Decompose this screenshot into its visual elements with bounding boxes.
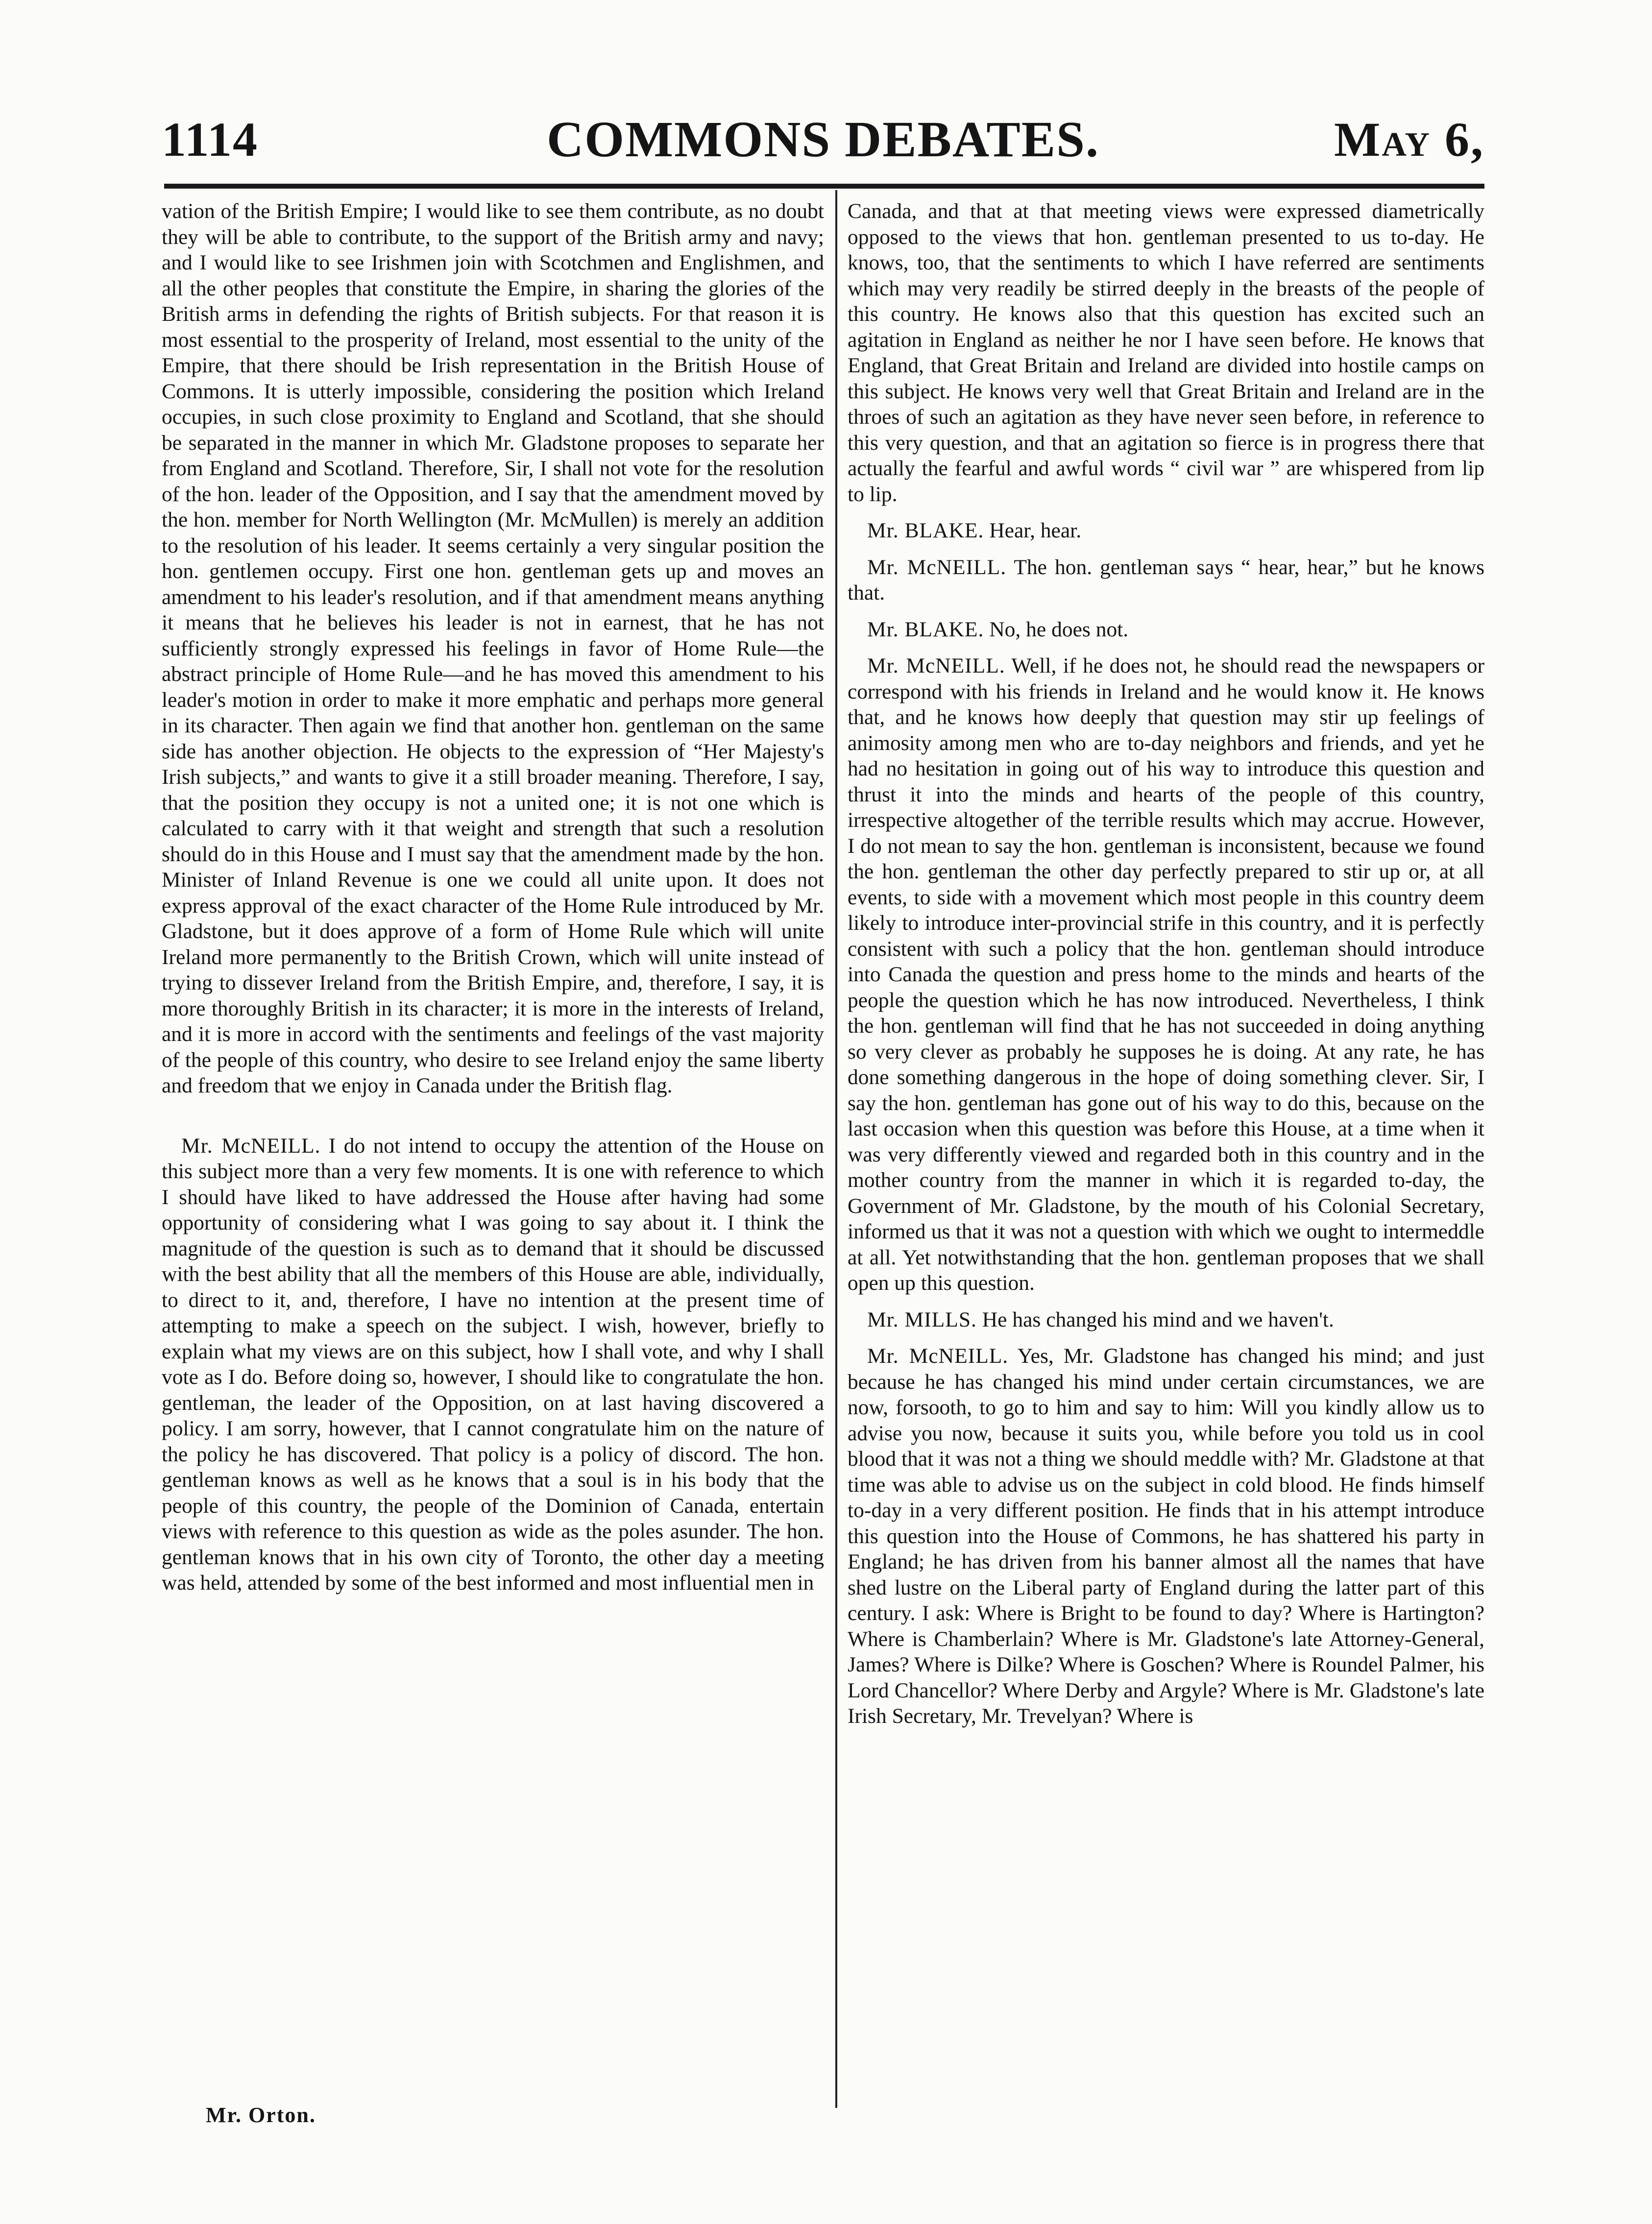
paragraph-text: Yes, Mr. Gladstone has changed his mind; and just because he has changed his mind under certain circumstances, we are now, forsooth, to go to him and say to him: Will you kindly allow us to advise you now, because it suits you, while before you told us in cool blood that it was not a thing we should meddle with? Mr. Gladstone at that time was able to advise us on the subject in cold blood. He finds himself to-day in a very different position. He finds that in his attempt introduce this question into the House of Commons, he has shattered his party in England; he has driven from his banner almost all the names that have shed lustre on the Liberal party of England during the latter part of this century. I ask: Where is Bright to be found to day? Where is Hartington? Where is Chamberlain? Where is Mr. Gladstone's late Attorney-General, James? Where is Dilke? Where is Goschen? Where is Roundel Palmer, his Lord Chancellor? Where Derby and Argyle? Where is Mr. Gladstone's late Irish Secretary, Mr. Trevelyan? Where is <box>848 1344 1484 1728</box>
paragraph <box>848 1343 1484 1729</box>
paragraph-text: Canada, and that at that meeting views were expressed diametrically opposed to the views that hon. gentleman presented to us to-day. He knows, too, that the sentiments to which I have referred are sentiments which may very readily be stirred deeply in the breasts of the people of this country. He knows also that this question has excited such an agitation in England as neither he nor I have seen before. He knows that England, that Great Britain and Ireland are divided into hostile camps on this subject. He knows very well that Great Britain and Ireland are in the throes of such an agitation as they have never seen before, in reference to this very question, and that an agitation so fierce is in progress there that actually the fearful and awful words “ civil war ” are whispered from lip to lip. <box>848 199 1484 506</box>
paragraph-text: I do not intend to occupy the attention of the House on this subject more than a very few moments. It is one with reference to which I should have liked to have addressed the House after having had some opportunity of considering what I was going to say about it. I think the magnitude of the question is such as to demand that it should be discussed with the best ability that all the members of this House are able, individually, to direct to it, and, therefore, I have no intention at the present time of attempting to make a speech on the subject. I wish, however, briefly to explain what my views are on this subject, how I shall vote, and why I shall vote as I do. Before doing so, however, I should like to congratulate the hon. gentleman, the leader of the Opposition, on at last having discovered a policy. I am sorry, however, that I cannot congratulate him on the nature of the policy he has discovered. That policy is a policy of discord. The hon. gentleman knows as well as he knows that a soul is in his body that the people of this country, the people of the Dominion of Canada, entertain views with reference to this question as wide as the poles asunder. The hon. gentleman knows that in his own city of Toronto, the other day a meeting was held, attended by some of the best informed and most influential men in <box>162 1134 824 1595</box>
paragraph-text: Hear, hear. <box>989 519 1082 542</box>
paragraph <box>848 198 1484 507</box>
paragraph-text: vation of the British Empire; I would like to see them contribute, as no doubt they will be able to contribute, to the support of the British army and navy; and I would like to see Irishmen join with Scotchmen and Englishmen, and all the other peoples that constitute the Empire, in sharing the glories of the British arms in defending the rights of British subjects. For that reason it is most essential to the prosperity of Ireland, most essential to the unity of the Empire, that there should be Irish representation in the British House of Commons. It is utterly impossible, considering the position which Ireland occupies, in such close proximity to England and Scotland, that she should be separated in the manner in which Mr. Gladstone proposes to separate her from England and Scotland. Therefore, Sir, I shall not vote for the resolution of the hon. leader of the Opposition, and I say that the amendment moved by the hon. member for North Wellington (Mr. McMullen) is merely an addition to the resolution of his leader. It seems certainly a very singular position the hon. gentlemen occupy. First one hon. gentleman gets up and moves an amendment to his leader's resolution, and if that amendment means anything it means that he believes his leader is not in earnest, that he has not sufficiently strongly expressed his feelings in favor of Home Rule—the abstract principle of Home Rule—and he has moved this amendment to his leader's motion in order to make it more emphatic and perhaps more general in its character. Then again we find that another hon. gentleman on the same side has another objection. He objects to the expression of “Her Majesty's Irish subjects,” and wants to give it a still broader meaning. Therefore, I say, that the position they occupy is not a united one; it is not one which is calculated to carry with it that weight and strength that such a resolution should do in this House and I must say that the amendment made by the hon. Minister of Inland Revenue is one we could all unite upon. It does not express approval of the exact character of the Home Rule introduced by Mr. Gladstone, but it does approve of a form of Home Rule which will unite Ireland more permanently to the British Crown, which will unite instead of trying to dissever Ireland from the British Empire, and, therefore, I say, it is more thoroughly British in its character; it is more in the interests of Ireland, and it is more in accord with the sentiments and feelings of the vast majority of the people of this country, who desire to see Ireland enjoy the same liberty and freedom that we enjoy in Canada under the British flag. <box>162 199 824 1097</box>
speaker-name: Mr. McNEILL. <box>867 1344 1009 1368</box>
page-header <box>162 110 1484 169</box>
page-number: 1114 <box>162 112 258 167</box>
paragraph <box>848 555 1484 606</box>
paragraph <box>848 1307 1484 1333</box>
speaker-name: Mr. BLAKE. <box>867 519 984 542</box>
speaker-name: Mr. MILLS. <box>867 1307 977 1331</box>
paragraph <box>162 1133 824 1596</box>
left-column <box>162 198 824 2099</box>
speaker-name: Mr. BLAKE. <box>867 617 984 641</box>
paragraph-text: He has changed his mind and we haven't. <box>982 1307 1334 1331</box>
footer-signature: Mr. Orton. <box>206 2103 316 2127</box>
paragraph <box>848 518 1484 544</box>
paragraph-text: Well, if he does not, he should read the newspapers or correspond with his friends in Ireland and he would know it. He knows that, and he knows how deeply that question may stir up feelings of animosity among men who are to-day neighbors and friends, and yet he had no hesitation in going out of his way to introduce this question and thrust it into the minds and hearts of the people of this country, irrespective altogether of the terrible results which may accrue. However, I do not mean to say the hon. gentleman is inconsistent, because we found the hon. gentleman the other day perfectly prepared to stir up or, at all events, to side with a movement which most people in this country deem likely to introduce inter-provincial strife in this country, and it is perfectly consistent with such a policy that the hon. gentleman should introduce into Canada the question and press home to the minds and hearts of the people the question which he has now introduced. Nevertheless, I think the hon. gentleman will find that he has not succeeded in doing anything so very clever as probably he supposes he is doing. At any rate, he has done something dangerous in the hope of doing something clever. Sir, I say the hon. gentleman has gone out of his way to do this, because on the last occasion when this question was before this House, at a time when it was very differently viewed and regarded both in this country and in the mother country from the manner in which it is regarded to-day, the Government of Mr. Gladstone, by the mouth of his Colonial Secretary, informed us that it was not a question with which we ought to intermeddle at all. Yet notwithstanding that the hon. gentleman proposes that we shall open up this question. <box>848 654 1484 1295</box>
paragraph <box>848 617 1484 643</box>
header-rule <box>164 184 1484 189</box>
paragraph <box>162 198 824 1099</box>
speaker-name: Mr. McNEILL. <box>867 555 1007 579</box>
speaker-name: Mr. McNEILL. <box>181 1134 321 1158</box>
speaker-name: Mr. McNEILL. <box>867 654 1005 677</box>
paragraph <box>848 653 1484 1296</box>
paragraph-text: The hon. gentleman says “ hear, hear,” but he knows that. <box>848 555 1484 604</box>
right-column <box>848 198 1484 2099</box>
page-date: May 6, <box>1334 112 1484 167</box>
publication-title: COMMONS DEBATES. <box>547 111 1099 168</box>
paragraph-text: No, he does not. <box>989 617 1129 641</box>
column-divider <box>835 190 837 2108</box>
